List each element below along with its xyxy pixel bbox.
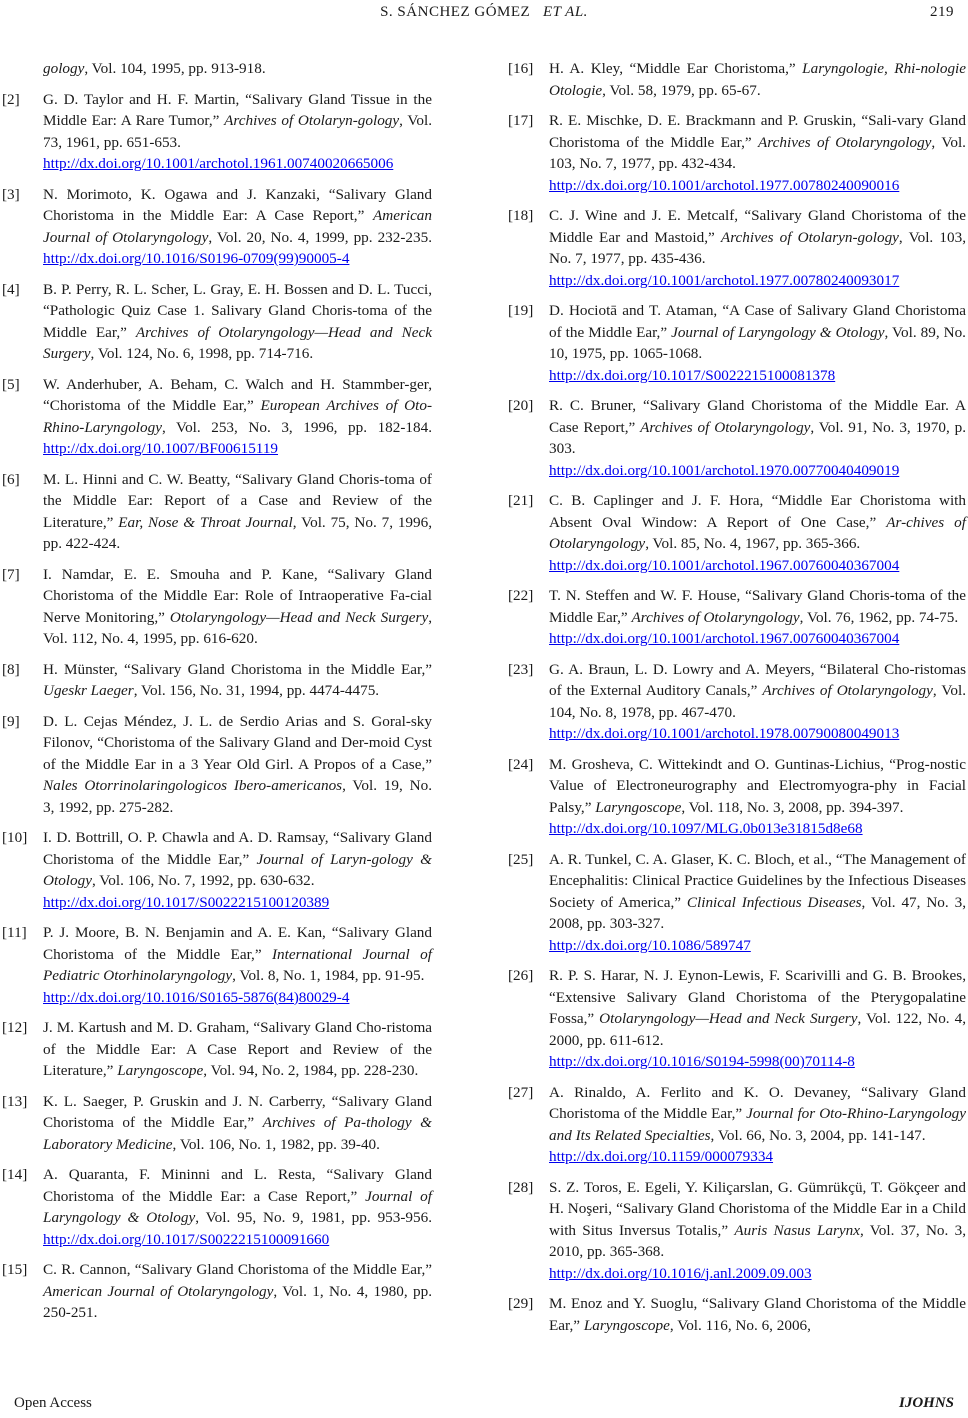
- reference-text: [43, 924, 432, 1006]
- reference-journal: Archives of Otolaryngology: [631, 608, 800, 626]
- reference-details: , Vol. 95, No. 9, 1981, pp. 953-956.: [195, 1209, 432, 1226]
- reference-text: [43, 1019, 432, 1079]
- reference-item: [2, 89, 432, 175]
- reference-doi-link[interactable]: http://dx.doi.org/10.1017/S0022215100091660: [43, 1230, 330, 1248]
- reference-details: , Vol. 103, No. 7, 1977, pp. 435-436.: [549, 228, 966, 267]
- reference-details: , Vol. 75, No. 7, 1996, pp. 422-424.: [43, 513, 433, 552]
- reference-details: , Vol. 122, No. 4, 2000, pp. 611-612.: [549, 1010, 967, 1049]
- reference-text: [43, 91, 432, 173]
- reference-doi-link[interactable]: http://dx.doi.org/10.1016/S0165-5876(84)80029-4: [43, 988, 350, 1006]
- reference-details: , Vol. 106, No. 7, 1992, pp. 630-632.: [91, 872, 315, 889]
- reference-text: [549, 587, 966, 647]
- reference-authors-title: R. C. Bruner, “Salivary Gland Choristoma of the Middle Ear. A Case Report,”: [549, 397, 966, 436]
- reference-details: , Vol. 156, No. 31, 1994, pp. 4474-4475.: [133, 682, 380, 699]
- reference-text: [549, 60, 966, 99]
- reference-item: [2, 469, 432, 555]
- reference-journal: Archives of Otolaryn-gology: [224, 112, 400, 129]
- reference-authors-title: C. B. Caplinger and J. F. Hora, “Middle Ear Choristoma with Absent Oval Window: A Report of One Case,”: [549, 492, 966, 531]
- reference-text: [549, 207, 966, 289]
- reference-doi-link[interactable]: http://dx.doi.org/10.1017/S0022215100120389: [43, 893, 330, 911]
- reference-doi-link[interactable]: http://dx.doi.org/10.1016/S0194-5998(00)70114-8: [549, 1053, 855, 1070]
- reference-journal: Laryngoscope: [117, 1062, 204, 1079]
- reference-item: [508, 58, 966, 101]
- reference-item: [508, 1082, 966, 1168]
- reference-details: , Vol. 94, No. 2, 1984, pp. 228-230.: [203, 1062, 419, 1079]
- reference-authors-title: D. L. Cejas Méndez, J. L. de Serdio Arias and S. Goral-sky Filonov, “Choristoma of the Salivary Gland and Der-moid Cyst of the Middle Ear in a 3 Year Old Girl. A Propos of a Case,”: [43, 712, 432, 773]
- reference-text: [43, 186, 432, 268]
- reference-authors-title: H. A. Kley, “Middle Ear Choristoma,”: [549, 60, 803, 77]
- reference-journal: American Journal of Otolaryngology: [43, 207, 432, 246]
- reference-number: [18]: [508, 207, 534, 224]
- reference-text: [43, 471, 432, 553]
- reference-number: [11]: [2, 924, 27, 941]
- reference-authors-title: B. P. Perry, R. L. Scher, L. Gray, E. H. Bossen and D. L. Tucci, “Pathologic Quiz Case 1. Salivary Gland Choris-toma of the Middle Ear,”: [43, 280, 432, 341]
- reference-doi-link[interactable]: http://dx.doi.org/10.1001/archotol.1967.00760040367004: [549, 630, 900, 647]
- reference-details: , Vol. 253, No. 3, 1996, pp. 182-184.: [161, 418, 432, 436]
- reference-doi-link[interactable]: http://dx.doi.org/10.1097/MLG.0b013e31815d8e68: [549, 820, 863, 837]
- left-reference-list: [2, 89, 432, 1324]
- reference-number: [17]: [508, 112, 534, 129]
- reference-doi-link[interactable]: http://dx.doi.org/10.1001/archotol.1978.00790080049013: [549, 725, 900, 742]
- page-footer: [0, 1393, 968, 1417]
- reference-journal: American Journal of Otolaryngology: [43, 1282, 274, 1300]
- reference-number: [5]: [2, 375, 20, 393]
- reference-journal: Archives of Pa-thology & Laboratory Medicine: [43, 1114, 432, 1153]
- reference-journal: Otolaryngology—Head and Neck Surgery: [169, 608, 429, 626]
- reference-authors-title: R. E. Mischke, D. E. Brackmann and P. Gruskin, “Sali-vary Gland Choristoma of the Middle Ear,”: [549, 112, 966, 151]
- reference-journal: Auris Nasus Larynx: [734, 1221, 860, 1239]
- reference-authors-title: K. L. Saeger, P. Gruskin and J. N. Carberry, “Salivary Gland Choristoma of the Middle Ear,”: [43, 1092, 432, 1131]
- reference-item: [2, 564, 432, 650]
- reference-authors-title: N. Morimoto, K. Ogawa and J. Kanzaki, “Salivary Gland Choristoma in the Middle Ear: A Case Report,”: [43, 185, 432, 224]
- reference-details: , Vol. 58, 1979, pp. 65-67.: [602, 81, 761, 99]
- continued-journal: gology: [43, 60, 85, 77]
- running-title-etal: ET AL.: [542, 4, 588, 20]
- reference-doi-link[interactable]: http://dx.doi.org/10.1001/archotol.1967.00760040367004: [549, 556, 900, 574]
- reference-journal: Laryngoscope: [595, 798, 682, 816]
- reference-text: [549, 1084, 966, 1166]
- reference-text: [43, 829, 432, 911]
- reference-doi-link[interactable]: http://dx.doi.org/10.1001/archotol.1977.00780240093017: [549, 271, 900, 289]
- reference-item: [508, 490, 966, 576]
- reference-number: [12]: [2, 1019, 28, 1036]
- reference-item: [508, 849, 966, 957]
- reference-authors-title: C. J. Wine and J. E. Metcalf, “Salivary Gland Choristoma of the Middle Ear and Mastoid,”: [549, 207, 966, 246]
- reference-text: [549, 756, 966, 838]
- reference-details: , Vol. 20, No. 4, 1999, pp. 232-235.: [208, 228, 433, 246]
- reference-item: [508, 585, 966, 650]
- reference-item: [2, 1259, 432, 1324]
- reference-authors-title: A. Quaranta, F. Mininni and L. Resta, “Salivary Gland Choristoma of the Middle Ear: a Case Report,”: [43, 1166, 432, 1205]
- reference-details: , Vol. 89, No. 10, 1975, pp. 1065-1068.: [549, 323, 966, 362]
- reference-number: [28]: [508, 1178, 534, 1196]
- reference-item: [508, 1177, 966, 1285]
- reference-journal: Ar-chives of Otolaryngology: [549, 513, 966, 552]
- reference-text: [43, 1093, 432, 1153]
- continued-details: , Vol. 104, 1995, pp. 913-918.: [84, 60, 266, 77]
- reference-authors-title: H. Münster, “Salivary Gland Choristoma in the Middle Ear,”: [43, 660, 432, 678]
- reference-text: [549, 397, 966, 479]
- reference-journal: Journal of Laryngology & Otology: [671, 323, 885, 341]
- reference-doi-link[interactable]: http://dx.doi.org/10.1016/j.anl.2009.09.003: [549, 1264, 812, 1282]
- reference-text: [549, 1295, 966, 1334]
- reference-number: [27]: [508, 1083, 534, 1101]
- reference-number: [15]: [2, 1261, 28, 1278]
- reference-details: , Vol. 103, No. 7, 1977, pp. 432-434.: [549, 133, 966, 172]
- reference-text: [549, 492, 966, 574]
- running-title-authors: S. SÁNCHEZ GÓMEZ: [380, 4, 531, 20]
- reference-number: [22]: [508, 587, 534, 604]
- reference-item: [508, 1293, 966, 1336]
- right-reference-list: [508, 58, 966, 1336]
- reference-item: [2, 827, 432, 913]
- reference-authors-title: M. Grosheva, C. Wittekindt and O. Guntinas-Lichius, “Prog-nostic Value of Electroneurography and Electromyogra-phy in Facial Palsy,”: [549, 755, 966, 816]
- reference-item: [508, 965, 966, 1073]
- reference-details: , Vol. 104, No. 8, 1978, pp. 467-470.: [549, 682, 966, 721]
- reference-details: , Vol. 124, No. 6, 1998, pp. 714-716.: [90, 345, 314, 362]
- reference-item: [508, 300, 966, 386]
- reference-authors-title: G. A. Braun, L. D. Lowry and A. Meyers, “Bilateral Cho-ristomas of the External Auditory Canals,”: [549, 660, 966, 699]
- reference-text: [43, 1166, 432, 1248]
- reference-text: [549, 1179, 966, 1282]
- reference-details: , Vol. 73, 1961, pp. 651-653.: [43, 112, 432, 151]
- reference-item: [508, 395, 966, 481]
- reference-item: [508, 110, 966, 196]
- reference-doi-link[interactable]: http://dx.doi.org/10.1017/S0022215100081378: [549, 366, 836, 384]
- reference-text: [43, 713, 432, 816]
- reference-number: [9]: [2, 712, 20, 730]
- reference-number: [6]: [2, 470, 20, 488]
- reference-item: [2, 374, 432, 460]
- reference-item: [2, 1164, 432, 1250]
- reference-journal: Otolaryngology—Head and Neck Surgery: [599, 1010, 858, 1027]
- footer-open-access: Open Access: [14, 1395, 92, 1411]
- reference-doi-link[interactable]: http://dx.doi.org/10.1001/archotol.1961.00740020665006: [43, 155, 394, 172]
- reference-number: [23]: [508, 660, 534, 678]
- reference-journal: Archives of Otolaryngology: [758, 133, 932, 151]
- reference-details: , Vol. 76, 1962, pp. 74-75.: [799, 608, 959, 626]
- reference-number: [14]: [2, 1166, 28, 1183]
- reference-doi-link[interactable]: http://dx.doi.org/10.1159/000079334: [549, 1148, 774, 1165]
- reference-number: [20]: [508, 397, 534, 414]
- reference-journal: International Journal of Pediatric Otorhinolaryngology: [43, 945, 432, 984]
- reference-item: [2, 1017, 432, 1082]
- reference-authors-title: W. Anderhuber, A. Beham, C. Walch and H. Stammber-ger, “Choristoma of the Middle Ear,”: [43, 375, 432, 414]
- reference-text: [43, 376, 432, 458]
- reference-number: [2]: [2, 90, 20, 108]
- reference-details: , Vol. 47, No. 3, 2008, pp. 303-327.: [549, 893, 966, 932]
- reference-authors-title: P. J. Moore, B. N. Benjamin and A. E. Kan, “Salivary Gland Choristoma of the Middle Ear,”: [43, 924, 432, 963]
- reference-text: [549, 967, 966, 1070]
- reference-item: [508, 754, 966, 840]
- reference-details: , Vol. 19, No. 3, 1992, pp. 275-282.: [43, 777, 432, 816]
- reference-item: [2, 711, 432, 819]
- reference-text: [549, 661, 966, 743]
- reference-text: [43, 281, 432, 363]
- reference-number: [8]: [2, 660, 20, 678]
- reference-journal: Clinical Infectious Diseases: [686, 893, 862, 911]
- reference-journal: Ear, Nose & Throat Journal: [118, 513, 293, 531]
- reference-number: [24]: [508, 755, 534, 773]
- right-column: [508, 58, 966, 1345]
- reference-item: [508, 205, 966, 291]
- reference-authors-title: R. P. S. Harar, N. J. Eynon-Lewis, F. Scarivilli and G. B. Brookes, “Extensive Salivary Gland Choristoma of the Pterygopalatine Fossa,”: [549, 967, 966, 1027]
- reference-number: [21]: [508, 492, 534, 509]
- reference-details: , Vol. 66, No. 3, 2004, pp. 141-147.: [710, 1126, 926, 1144]
- reference-authors-title: I. Namdar, E. E. Smouha and P. Kane, “Salivary Gland Choristoma of the Middle Ear: Role of Intraoperative Fa-cial Nerve Monitoring,”: [43, 565, 432, 626]
- reference-journal: Archives of Otolaryngology: [762, 682, 933, 699]
- reference-details: , Vol. 1, No. 4, 1980, pp. 250-251.: [43, 1282, 432, 1321]
- reference-text: [43, 661, 432, 700]
- reference-number: [25]: [508, 850, 534, 868]
- reference-item: [2, 1091, 432, 1156]
- reference-journal: Ugeskr Laeger: [43, 682, 134, 699]
- reference-number: [10]: [2, 829, 28, 846]
- reference-doi-link[interactable]: http://dx.doi.org/10.1001/archotol.1970.00770040409019: [549, 461, 900, 479]
- reference-number: [16]: [508, 60, 534, 77]
- reference-journal: Archives of Otolaryn-gology: [720, 228, 899, 246]
- page-header: [0, 2, 968, 26]
- reference-authors-title: G. D. Taylor and H. F. Martin, “Salivary Gland Tissue in the Middle Ear: A Rare Tumor,”: [43, 90, 432, 129]
- footer-journal-code: IJOHNS: [898, 1395, 954, 1411]
- reference-authors-title: A. R. Tunkel, C. A. Glaser, K. C. Bloch, et al., “The Management of Encephalitis: Clinical Practice Guidelines by the Infectious Diseases Society of America,”: [549, 850, 966, 911]
- reference-doi-link[interactable]: http://dx.doi.org/10.1016/S0196-0709(99)90005-4: [43, 250, 350, 267]
- reference-journal: Journal for Oto-Rhino-Laryngology and Its Related Specialties: [549, 1105, 966, 1144]
- reference-journal: European Archives of Oto-Rhino-Laryngology: [43, 397, 433, 436]
- reference-authors-title: D. Hociotā and T. Ataman, “A Case of Salivary Gland Choristoma of the Middle Ear,”: [549, 302, 966, 341]
- reference-journal: Journal of Laryn-gology & Otology: [43, 850, 432, 889]
- reference-journal: Laryngologie, Rhi-nologie Otologie: [549, 60, 967, 99]
- reference-details: , Vol. 8, No. 1, 1984, pp. 91-95.: [232, 967, 425, 984]
- reference-number: [13]: [2, 1092, 28, 1110]
- reference-number: [26]: [508, 967, 534, 984]
- reference-details: , Vol. 106, No. 1, 1982, pp. 39-40.: [172, 1135, 380, 1153]
- reference-text: [549, 112, 966, 194]
- reference-journal: Laryngoscope: [583, 1316, 670, 1334]
- reference-journal: Archives of Otolaryngology: [640, 418, 811, 436]
- reference-text: [549, 302, 966, 384]
- reference-details: , Vol. 85, No. 4, 1967, pp. 365-366.: [645, 535, 861, 552]
- reference-number: [29]: [508, 1295, 534, 1312]
- reference-number: [7]: [2, 565, 20, 583]
- reference-doi-link[interactable]: http://dx.doi.org/10.1086/589747: [549, 936, 751, 954]
- reference-authors-title: M. L. Hinni and C. W. Beatty, “Salivary Gland Choris-toma of the Middle Ear: Report of a Case and Review of the Literature,”: [43, 470, 432, 531]
- reference-doi-link[interactable]: http://dx.doi.org/10.1007/BF00615119: [43, 440, 279, 457]
- page-number: 219: [930, 4, 954, 20]
- reference-item: [2, 279, 432, 365]
- reference-authors-title: S. Z. Toros, E. Egeli, Y. Kiliçarslan, G. Gümrükçü, T. Gökçeer and H. Noşeri, “Salivary Gland Choristoma of the Middle Ear in a Child with Situs Inversus Totalis,”: [549, 1178, 966, 1239]
- running-title: [0, 4, 968, 21]
- reference-number: [19]: [508, 302, 534, 319]
- reference-journal: Journal of Laryngology & Otology: [43, 1187, 432, 1226]
- continued-reference: [2, 58, 432, 80]
- reference-authors-title: C. R. Cannon, “Salivary Gland Choristoma of the Middle Ear,”: [43, 1261, 432, 1278]
- reference-item: [2, 184, 432, 270]
- reference-details: , Vol. 112, No. 4, 1995, pp. 616-620.: [43, 608, 433, 647]
- reference-details: , Vol. 37, No. 3, 2010, pp. 365-368.: [549, 1221, 966, 1260]
- reference-authors-title: A. Rinaldo, A. Ferlito and K. O. Devaney, “Salivary Gland Choristoma of the Middle Ear,”: [549, 1083, 966, 1122]
- reference-authors-title: I. D. Bottrill, O. P. Chawla and A. D. Ramsay, “Salivary Gland Choristoma of the Middle Ear,”: [43, 829, 432, 868]
- reference-authors-title: T. N. Steffen and W. F. House, “Salivary Gland Choris-toma of the Middle Ear,”: [549, 587, 966, 626]
- reference-text: [43, 1261, 432, 1321]
- reference-authors-title: J. M. Kartush and M. D. Graham, “Salivary Gland Cho-ristoma of the Middle Ear: A Case Report and Review of the Literature,”: [43, 1019, 432, 1079]
- reference-details: , Vol. 118, No. 3, 2008, pp. 394-397.: [681, 798, 904, 816]
- reference-text: [43, 566, 432, 648]
- reference-item: [2, 922, 432, 1008]
- reference-number: [3]: [2, 185, 20, 203]
- reference-details: , Vol. 116, No. 6, 2006,: [669, 1316, 811, 1334]
- reference-details: , Vol. 91, No. 3, 1970, p. 303.: [549, 418, 966, 457]
- reference-journal: Archives of Otolaryngology—Head and Neck Surgery: [43, 323, 432, 362]
- reference-doi-link[interactable]: http://dx.doi.org/10.1001/archotol.1977.00780240090016: [549, 176, 900, 194]
- reference-text: [549, 851, 966, 954]
- reference-number: [4]: [2, 280, 20, 298]
- left-column: [2, 58, 432, 1333]
- reference-authors-title: M. Enoz and Y. Suoglu, “Salivary Gland Choristoma of the Middle Ear,”: [549, 1295, 966, 1334]
- reference-journal: Nales Otorrinolaringologicos Ibero-americanos: [43, 777, 343, 794]
- reference-item: [2, 659, 432, 702]
- reference-item: [508, 659, 966, 745]
